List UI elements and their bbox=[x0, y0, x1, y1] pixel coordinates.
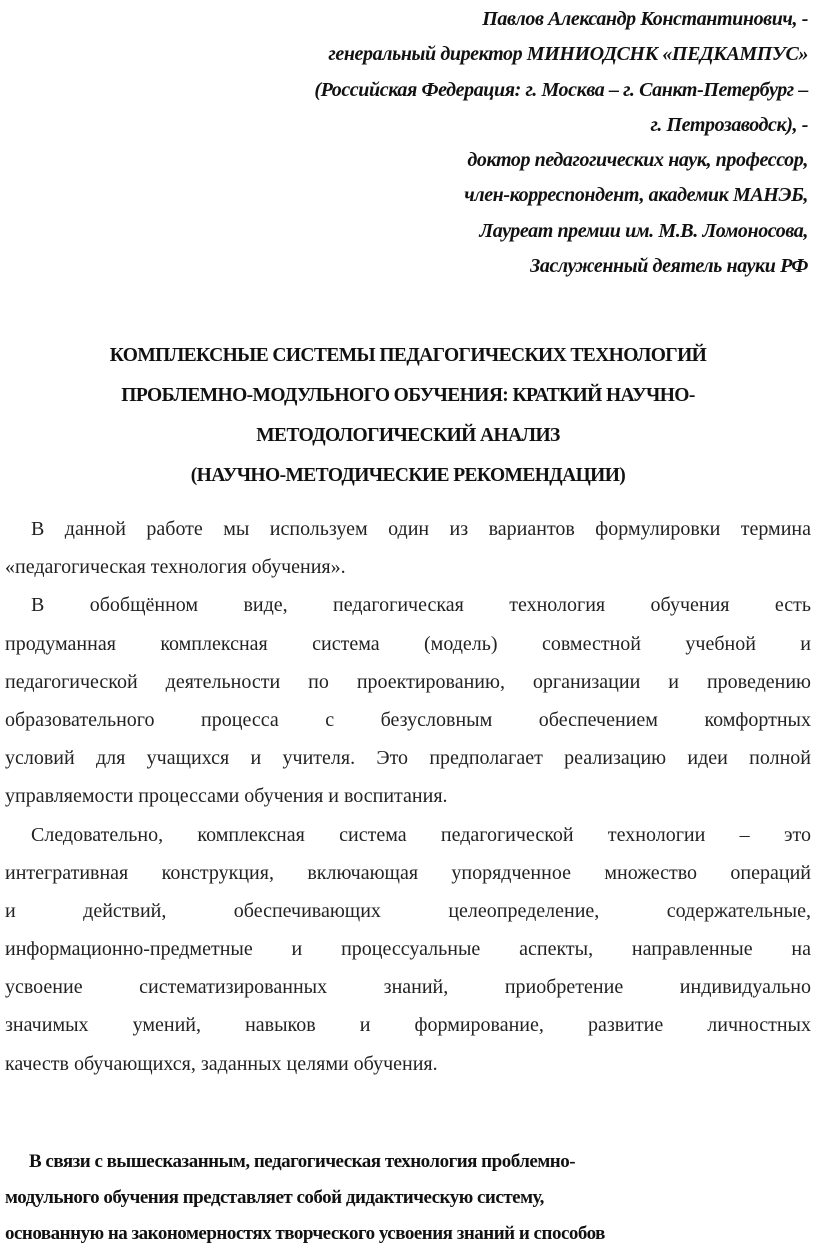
document-title bbox=[0, 336, 816, 496]
paragraph-2-line: продуманная комплексная система (модель) совместной учебной и bbox=[5, 632, 811, 655]
title-line: МЕТОДОЛОГИЧЕСКИЙ АНАЛИЗ bbox=[256, 425, 560, 446]
author-award: Лауреат премии им. М.В. Ломоносова, bbox=[479, 219, 808, 242]
title-subtitle: (НАУЧНО-МЕТОДИЧЕСКИЕ РЕКОМЕНДАЦИИ) bbox=[190, 465, 626, 486]
bold-paragraph-line: модульного обучения представляет собой дидактическую систему, bbox=[5, 1187, 544, 1208]
paragraph-3-line: интегративная конструкция, включающая упорядченное множество операций bbox=[5, 861, 811, 884]
title-line: КОМПЛЕКСНЫЕ СИСТЕМЫ ПЕДАГОГИЧЕСКИХ ТЕХНОЛОГИЙ bbox=[109, 345, 707, 366]
bold-paragraph bbox=[5, 1144, 811, 1252]
paragraph-3-line: значимых умений, навыков и формирование, развитие личностных bbox=[5, 1014, 811, 1037]
bold-paragraph-line: В связи с вышесказанным, педагогическая технология проблемно- bbox=[29, 1151, 576, 1172]
paragraph-2-line: образовательного процесса с безусловным обеспечением комфортных bbox=[5, 708, 811, 731]
author-position: генеральный директор МИНИОДСНК «ПЕДКАМПУС» bbox=[328, 43, 808, 66]
title-line: ПРОБЛЕМНО-МОДУЛЬНОГО ОБУЧЕНИЯ: КРАТКИЙ НАУЧНО- bbox=[121, 385, 695, 406]
body-text bbox=[5, 510, 811, 1083]
paragraph-3-line: Следовательно, комплексная система педагогической технологии – это bbox=[31, 823, 811, 846]
paragraph-2-line: условий для учащихся и учителя. Это предполагает реализацию идеи полной bbox=[5, 747, 811, 770]
paragraph-3-line: и действий, обеспечивающих целеопределение, содержательные, bbox=[5, 899, 811, 922]
author-name: Павлов Александр Константинович, - bbox=[482, 8, 808, 30]
paragraph-2-line: управляемости процессами обучения и воспитания. bbox=[5, 785, 448, 808]
author-degree: доктор педагогических наук, профессор, bbox=[467, 149, 808, 172]
author-location-cont: г. Петрозаводск), - bbox=[650, 113, 808, 136]
author-membership: член-корреспондент, академик МАНЭБ, bbox=[464, 184, 808, 207]
author-location: (Российская Федерация: г. Москва – г. Санкт-Петербург – bbox=[314, 78, 808, 101]
paragraph-1-line: В данной работе мы используем один из вариантов формулировки термина bbox=[31, 518, 811, 540]
bold-paragraph-line: основанную на закономерностях творческого усвоения знаний и способов bbox=[5, 1223, 605, 1244]
paragraph-2-line: В обобщённом виде, педагогическая технология обучения есть bbox=[31, 594, 811, 617]
author-honor: Заслуженный деятель науки РФ bbox=[530, 255, 808, 278]
paragraph-3-line: качеств обучающихся, заданных целями обучения. bbox=[5, 1052, 438, 1075]
paragraph-3-line: усвоение систематизированных знаний, приобретение индивидуально bbox=[5, 976, 811, 999]
author-info bbox=[314, 2, 808, 284]
paragraph-1-line: «педагогическая технология обучения». bbox=[5, 556, 346, 579]
paragraph-2-line: педагогической деятельности по проектированию, организации и проведению bbox=[5, 670, 811, 693]
paragraph-3-line: информационно-предметные и процессуальные аспекты, направленные на bbox=[5, 938, 811, 961]
